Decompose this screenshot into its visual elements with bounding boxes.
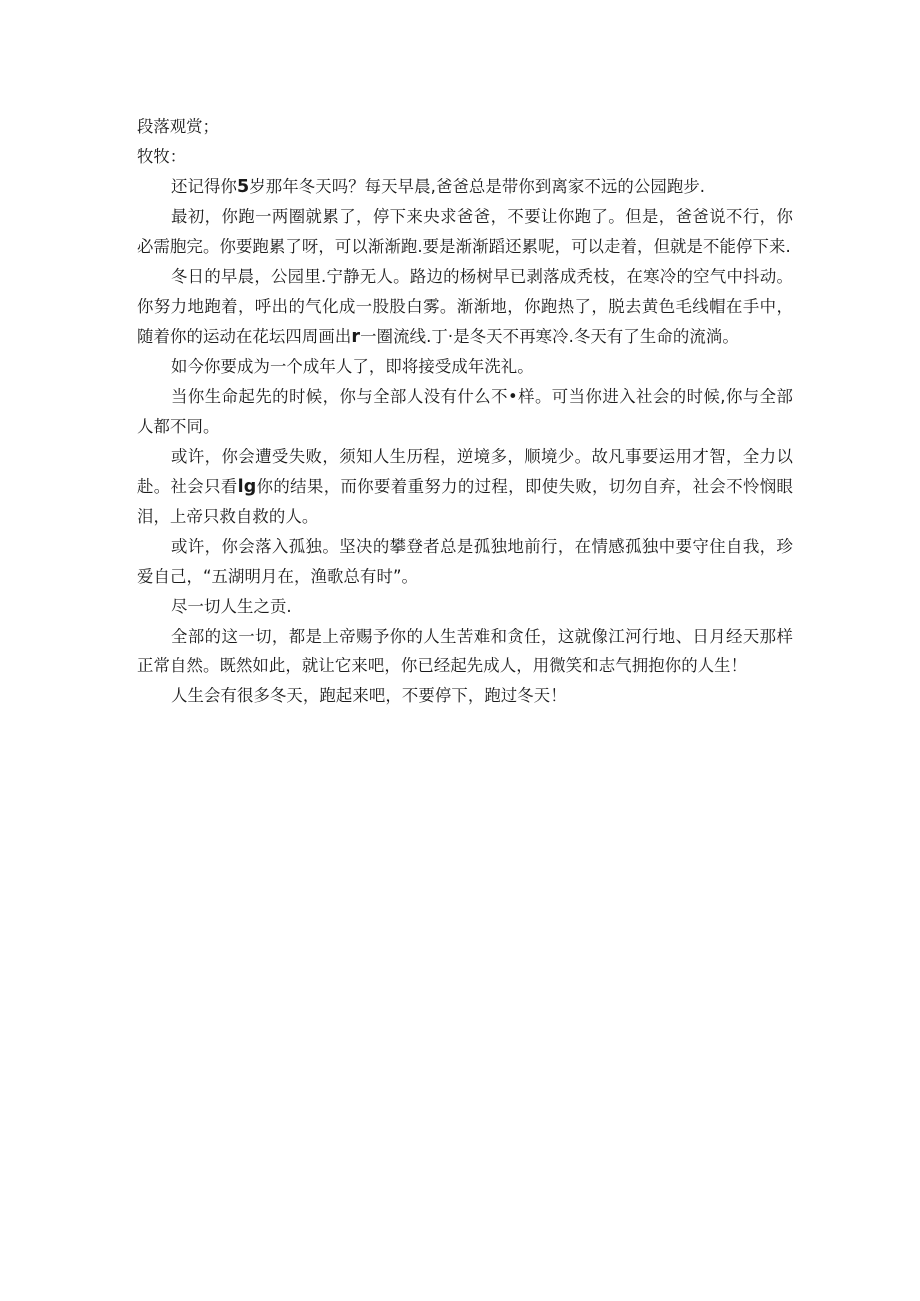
paragraph-9: 全部的这一切，都是上帝赐予你的人生苦难和贪任，这就像江河行地、日月经天那样正常自然。既然如此，就让它来吧，你已经起先成人，用微笑和志气拥抱你的人生！ [137, 626, 793, 676]
paragraph-6-glyph: lg [237, 476, 257, 497]
document-heading: 段落观赏； [137, 117, 219, 136]
paragraph-1 [137, 172, 793, 203]
paragraph-3-text-b: 一圈流线.丁·是冬天不再寒冷.冬天有了生命的流淌。 [360, 326, 739, 346]
paragraph-6-text-b: 你的结果，而你要着重努力的过程，即使失败，切勿自弃，社会不怜悯眼泪，上帝只救自救的人。 [137, 476, 793, 527]
paragraph-8: 尽一切人生之贡. [171, 596, 292, 616]
paragraph-1-age-number: 5 [236, 176, 250, 197]
paragraph-10: 人生会有很多冬天，跑起来吧，不要停下，跑过冬天！ [171, 686, 567, 706]
paragraph-6 [137, 442, 793, 532]
paragraph-7: 或许，你会落入孤独。坚决的攀登者总是孤独地前行，在情感孤独中要守住自我，珍爱自己，“五湖明月在，渔歌总有时”。 [137, 537, 793, 586]
paragraph-3-text-a: 冬日的早晨，公园里.宁静无人。路边的杨树早已剥落成秃枝，在寒冷的空气中抖动。你努力地跑着，呼出的气化成一股股白雾。渐渐地，你跑热了，脱去黄色毛线帽在手中，随着你的运动在花坛四周画出 [137, 266, 793, 346]
paragraph-4: 如今你要成为一个成年人了，即将接受成年洗礼。 [171, 357, 534, 377]
paragraph-3-glyph: r [351, 326, 361, 347]
paragraph-5: 当你生命起先的时候，你与全部人没有什么不•样。可当你进入社会的时候,你与全部人都不同。 [137, 387, 793, 436]
paragraph-6-text-a: 或许，你会遭受失败，须知人生历程，逆境多，顺境少。故凡事要运用才智，全力以赴。社会只看 [137, 446, 793, 496]
paragraph-1-text-b: 岁那年冬天吗？每天早晨,爸爸总是带你到离家不远的公园跑步. [249, 176, 706, 196]
document-page [137, 112, 793, 711]
letter-salutation: 牧牧： [137, 146, 187, 166]
paragraph-1-text-a: 还记得你 [171, 176, 237, 196]
paragraph-2: 最初，你跑一两圈就累了，停下来央求爸爸，不要让你跑了。但是，爸爸说不行，你必需胞完。你要跑累了呀，可以渐渐跑.要是渐渐蹈还累呢，可以走着，但就是不能停下来. [137, 207, 793, 257]
paragraph-3 [137, 262, 793, 352]
